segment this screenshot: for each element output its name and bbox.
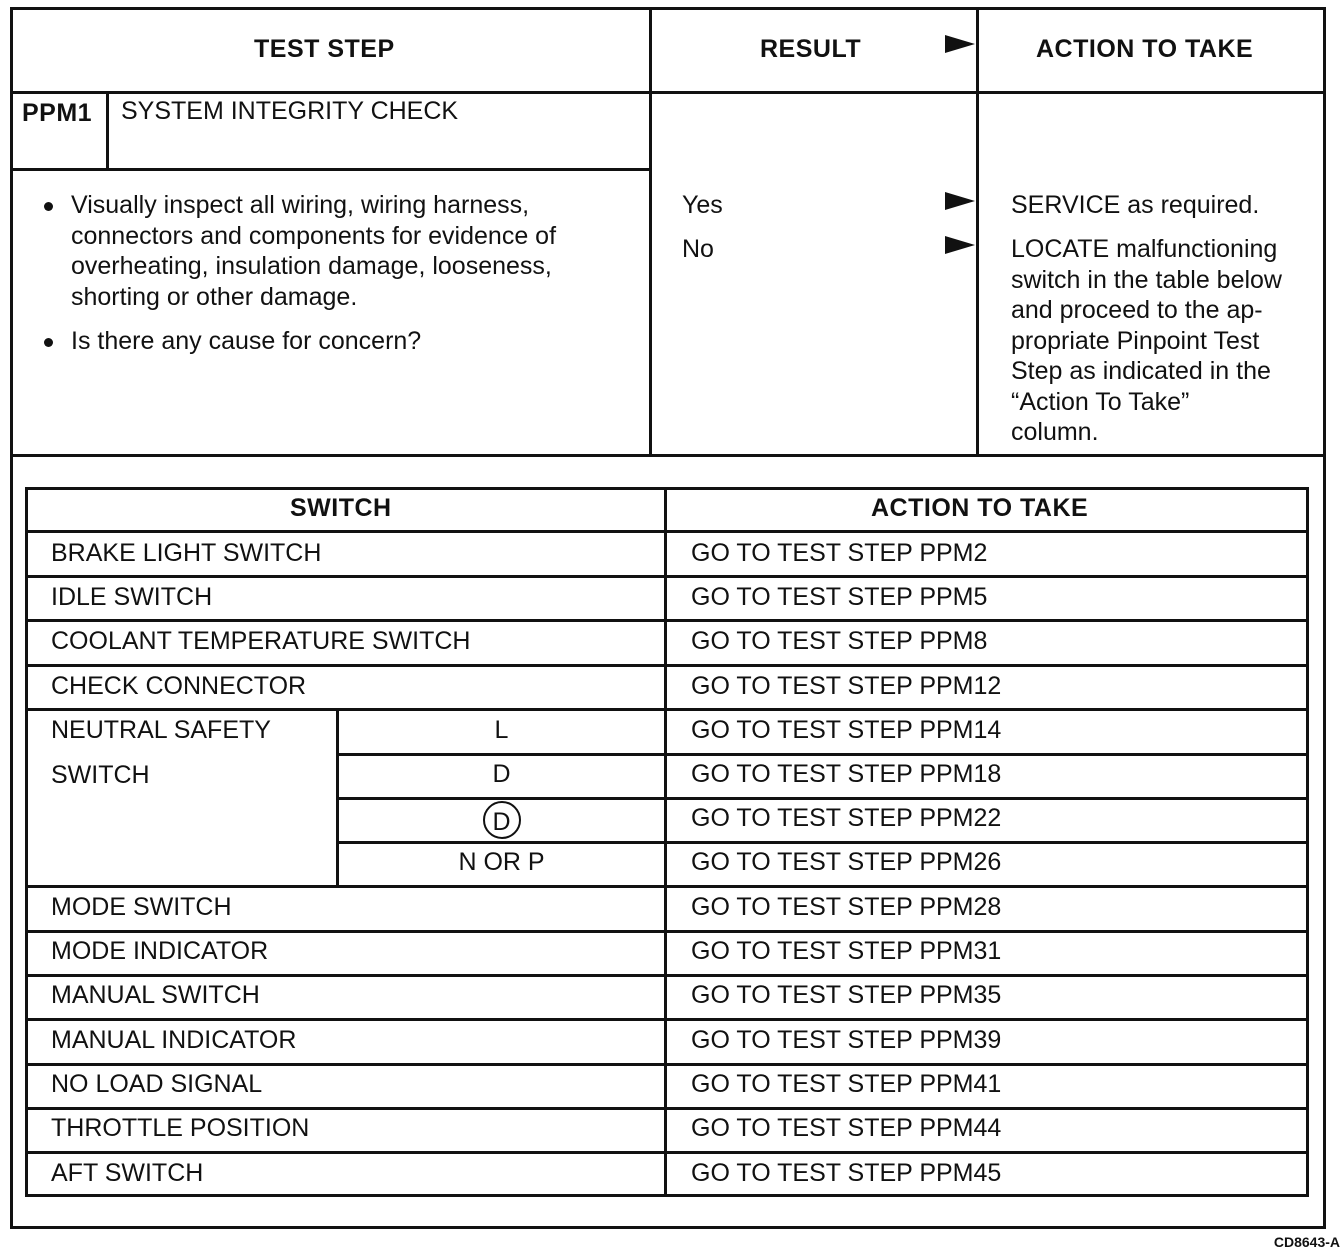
bullet-1-line: shorting or other damage.	[71, 282, 358, 311]
step-title: SYSTEM INTEGRITY CHECK	[121, 97, 459, 125]
action-col-header: ACTION TO TAKE	[871, 494, 1089, 522]
bullet-dot-icon	[44, 202, 53, 211]
switch-row-action: GO TO TEST STEP PPM44	[691, 1114, 1002, 1142]
row-divider	[25, 619, 1309, 622]
switch-row-name: MANUAL SWITCH	[51, 981, 260, 1009]
row-divider	[25, 1018, 1309, 1021]
header-test-step: TEST STEP	[254, 35, 395, 63]
action-no-line: switch in the table below	[1011, 265, 1282, 294]
switch-row-name: NO LOAD SIGNAL	[51, 1070, 263, 1098]
bullet-dot-icon	[44, 338, 53, 347]
row-divider	[25, 885, 1309, 888]
neutral-position-action: GO TO TEST STEP PPM18	[691, 760, 1002, 788]
header-arrow-icon	[945, 35, 975, 53]
bullet-1-line: connectors and components for evidence of	[71, 221, 557, 250]
switch-row-action: GO TO TEST STEP PPM5	[691, 583, 988, 611]
neutral-position-action: GO TO TEST STEP PPM22	[691, 804, 1002, 832]
neutral-switch-label: SWITCH	[51, 761, 150, 789]
switch-row-name: AFT SWITCH	[51, 1159, 204, 1187]
switch-row-name: COOLANT TEMPERATURE SWITCH	[51, 627, 471, 655]
divider-step-id	[106, 93, 109, 169]
neutral-position: N OR P	[458, 848, 545, 876]
neutral-position: D	[492, 760, 511, 788]
row-divider	[25, 1151, 1309, 1154]
bullet-1	[71, 190, 556, 312]
neutral-switch-label: NEUTRAL SAFETY	[51, 716, 271, 744]
result-no: No	[682, 235, 714, 263]
row-divider	[25, 664, 1309, 667]
divider-top-section-bottom	[10, 454, 1326, 457]
action-no-line: Step as indicated in the	[1011, 357, 1271, 385]
switch-row-name: THROTTLE POSITION	[51, 1114, 310, 1142]
switch-row-action: GO TO TEST STEP PPM41	[691, 1070, 1002, 1098]
switch-row-name: BRAKE LIGHT SWITCH	[51, 539, 322, 567]
divider-header-bottom	[10, 91, 1326, 94]
switch-row-name: MANUAL INDICATOR	[51, 1026, 297, 1054]
row-divider	[336, 797, 1309, 800]
divider-col-result	[649, 7, 652, 455]
switch-row-action: GO TO TEST STEP PPM39	[691, 1026, 1002, 1054]
row-divider	[25, 974, 1309, 977]
step-id: PPM1	[22, 99, 93, 127]
switch-row-name: CHECK CONNECTOR	[51, 672, 307, 700]
action-no-line: column.	[1011, 418, 1099, 446]
header-result: RESULT	[760, 35, 862, 63]
switch-row-action: GO TO TEST STEP PPM28	[691, 893, 1002, 921]
action-yes: SERVICE as required.	[1011, 191, 1260, 219]
switch-col-header: SWITCH	[290, 494, 392, 522]
row-divider	[336, 753, 1309, 756]
switch-row-name: IDLE SWITCH	[51, 583, 213, 611]
action-no	[1011, 234, 1282, 448]
action-no-line: LOCATE malfunctioning	[1011, 235, 1278, 263]
row-divider	[25, 708, 1309, 711]
divider-col-action	[976, 7, 979, 455]
switch-row-action: GO TO TEST STEP PPM45	[691, 1159, 1002, 1187]
neutral-position-action: GO TO TEST STEP PPM14	[691, 716, 1002, 744]
result-yes-arrow-icon	[945, 192, 975, 210]
switch-row-action: GO TO TEST STEP PPM2	[691, 539, 988, 567]
neutral-position-circled	[339, 801, 664, 839]
switch-row-action: GO TO TEST STEP PPM31	[691, 937, 1002, 965]
row-divider	[25, 1107, 1309, 1110]
switch-row-action: GO TO TEST STEP PPM8	[691, 627, 988, 655]
row-divider	[25, 1063, 1309, 1066]
bullet-1-line: overheating, insulation damage, looseness,	[71, 252, 552, 280]
bullet-2: Is there any cause for concern?	[71, 327, 422, 355]
switch-row-name: MODE INDICATOR	[51, 937, 269, 965]
row-divider	[25, 530, 1309, 533]
switch-row-name: MODE SWITCH	[51, 893, 232, 921]
action-no-line: “Action To Take”	[1011, 387, 1190, 416]
result-no-arrow-icon	[945, 236, 975, 254]
bullet-1-line: Visually inspect all wiring, wiring harness,	[71, 191, 530, 219]
switch-row-action: GO TO TEST STEP PPM12	[691, 672, 1002, 700]
switch-row-action: GO TO TEST STEP PPM35	[691, 981, 1002, 1009]
action-no-line: and proceed to the ap-	[1011, 296, 1263, 324]
row-divider	[25, 575, 1309, 578]
action-no-line: propriate Pinpoint Test	[1011, 326, 1260, 355]
row-divider	[336, 841, 1309, 844]
neutral-position-action: GO TO TEST STEP PPM26	[691, 848, 1002, 876]
row-divider	[25, 930, 1309, 933]
header-action: ACTION TO TAKE	[1036, 35, 1254, 63]
neutral-position: L	[494, 716, 509, 744]
figure-caption: CD8643-A	[1273, 1234, 1340, 1250]
result-yes: Yes	[682, 191, 723, 219]
circled-d-icon: D	[483, 801, 521, 839]
